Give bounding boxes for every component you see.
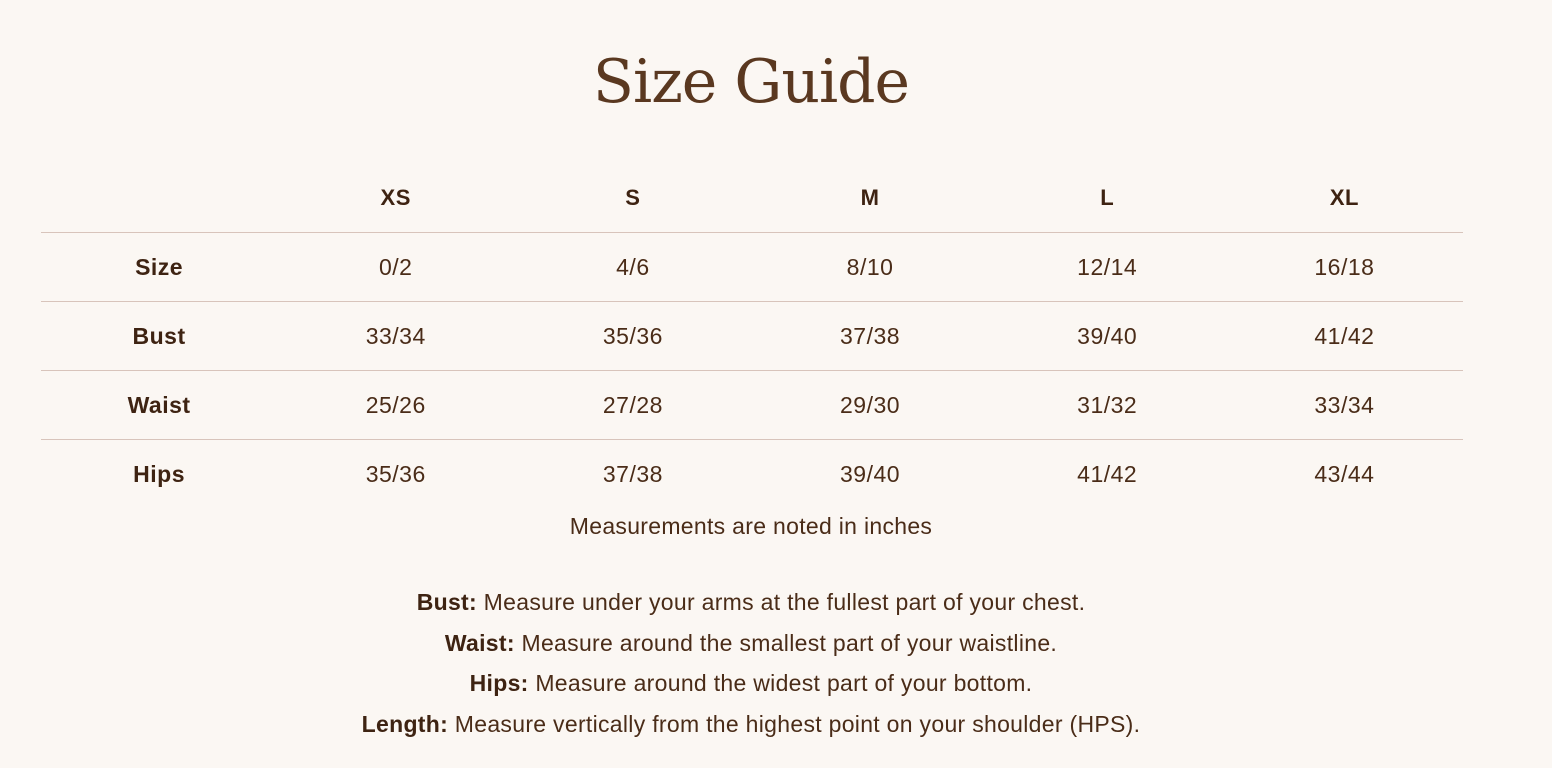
- table-cell: 35/36: [365, 460, 426, 487]
- instruction-term: Length:: [361, 710, 449, 737]
- column-header-xs: XS: [277, 164, 514, 233]
- column-header-l: L: [989, 164, 1226, 233]
- instruction-hips: [0, 665, 1502, 706]
- table-cell: 8/10: [846, 253, 894, 280]
- header-empty-cell: [41, 164, 277, 233]
- instruction-text: Measure around the smallest part of your waistline.: [514, 629, 1058, 656]
- table-cell: 4/6: [616, 253, 650, 280]
- instruction-waist: [0, 625, 1502, 666]
- table-cell: 39/40: [1077, 322, 1138, 349]
- table-cell: 35/36: [602, 322, 663, 349]
- table-header-row: [41, 164, 1463, 233]
- table-cell: 43/44: [1314, 460, 1375, 487]
- table-cell: 33/34: [365, 322, 426, 349]
- table-cell: 41/42: [1314, 322, 1375, 349]
- row-label-waist: Waist: [127, 391, 191, 418]
- row-label-hips: Hips: [133, 460, 185, 487]
- instruction-length: [0, 706, 1502, 747]
- instruction-bust: [0, 584, 1502, 625]
- column-header-xl: XL: [1226, 164, 1463, 233]
- table-cell: 41/42: [1077, 460, 1138, 487]
- table-cell: 29/30: [840, 391, 901, 418]
- table-row-hips: [41, 440, 1463, 509]
- instruction-term: Hips:: [469, 670, 529, 696]
- page-title: Size Guide: [592, 47, 910, 117]
- table-cell: 31/32: [1077, 391, 1138, 418]
- instruction-text: Measure around the widest part of your bottom.: [528, 670, 1033, 696]
- table-cell: 27/28: [602, 391, 663, 418]
- table-cell: 39/40: [840, 460, 901, 487]
- measuring-instructions: [0, 584, 1502, 746]
- column-header-m: M: [751, 164, 988, 233]
- instruction-text: Measure vertically from the highest point on your shoulder (HPS).: [448, 710, 1141, 737]
- row-label-size: Size: [135, 253, 184, 280]
- table-cell: 12/14: [1077, 253, 1138, 280]
- instruction-term: Bust:: [416, 589, 477, 615]
- table-cell: 0/2: [378, 253, 413, 280]
- table-row-bust: [41, 302, 1463, 371]
- row-label-bust: Bust: [132, 322, 186, 349]
- table-row-waist: [41, 371, 1463, 440]
- measurement-unit-note: Measurements are noted in inches: [569, 513, 933, 539]
- table-cell: 37/38: [602, 460, 663, 487]
- table-cell: 37/38: [840, 322, 901, 349]
- column-header-s: S: [514, 164, 751, 233]
- instruction-term: Waist:: [444, 629, 515, 656]
- table-row-size: [41, 233, 1463, 302]
- table-cell: 16/18: [1314, 253, 1375, 280]
- size-table: [41, 164, 1463, 508]
- table-cell: 33/34: [1314, 391, 1375, 418]
- instruction-text: Measure under your arms at the fullest part of your chest.: [476, 589, 1086, 615]
- table-cell: 25/26: [365, 391, 426, 418]
